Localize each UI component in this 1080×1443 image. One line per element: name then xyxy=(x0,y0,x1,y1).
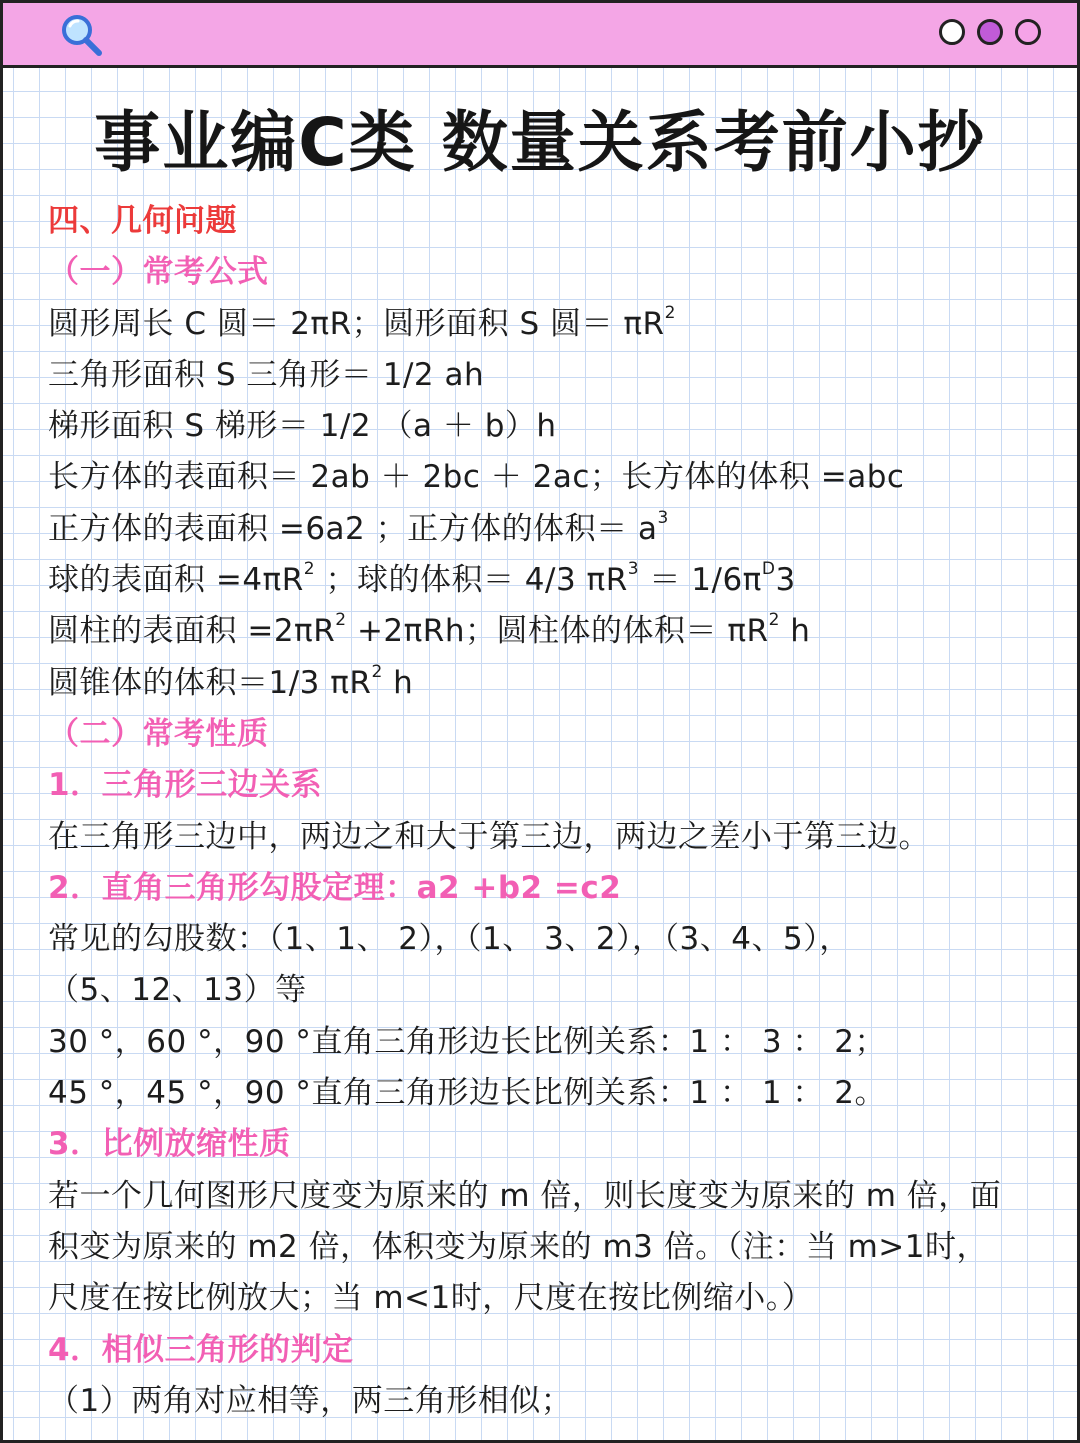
formula-cuboid: 长方体的表面积＝ 2ab ＋ 2bc ＋ 2ac；长方体的体积 =abc xyxy=(48,459,905,496)
formula-sphere: 球的表面积 $=4\pi R^2$ ；球的体积＝ 4/3 $\pi R^3 = 1/6\pi^D3$ xyxy=(48,559,796,599)
window-dots xyxy=(939,19,1041,45)
property-heading: 3．比例放缩性质 xyxy=(48,1126,291,1163)
formula-triangle: 三角形面积 S 三角形＝ 1/2 ah xyxy=(48,356,485,393)
subsection-heading: （一）常考公式 xyxy=(48,254,269,291)
property-heading: 4．相似三角形的判定 xyxy=(48,1331,354,1368)
formula-circle: 圆形周长 C 圆＝ 2πR；圆形面积 S 圆＝ $\pi R^2$ xyxy=(48,302,676,342)
property-text: 30 °，60 °，90 °直角三角形边长比例关系：1 ： 3 ： 2； xyxy=(48,1023,886,1060)
property-text: （5、12、13）等 xyxy=(48,972,307,1009)
property-text: 若一个几何图形尺度变为原来的 m 倍，则长度变为原来的 m 倍，面 xyxy=(48,1177,1002,1214)
subsection-heading: （二）常考性质 xyxy=(48,715,269,752)
property-text: 尺度在按比例放大；当 m<1时，尺度在按比例缩小。） xyxy=(48,1280,814,1317)
formula-cone: 圆锥体的体积＝1/3 $\pi R^2$ h xyxy=(48,661,414,701)
white-dot xyxy=(939,19,965,45)
property-text: 45 °，45 °，90 °直角三角形边长比例关系：1 ： 1 ： 2。 xyxy=(48,1075,886,1112)
property-text: 在三角形三边中，两边之和大于第三边，两边之差小于第三边。 xyxy=(48,818,930,855)
formula-cylinder: 圆柱的表面积 $=2\pi R^2 +2\pi Rh$；圆柱体的体积＝ $\pi R^2$ h xyxy=(48,610,811,650)
formula-trapezoid: 梯形面积 S 梯形＝ 1/2 （a ＋ b）h xyxy=(48,408,557,445)
property-heading: 1．三角形三边关系 xyxy=(48,767,323,804)
property-text: （1）两角对应相等，两三角形相似； xyxy=(48,1382,573,1419)
purple-dot xyxy=(977,19,1003,45)
pink-dot xyxy=(1015,19,1041,45)
magnifier-icon xyxy=(57,11,105,59)
top-bar xyxy=(3,3,1077,68)
property-text: 积变为原来的 m2 倍，体积变为原来的 m3 倍。（注：当 m>1时， xyxy=(48,1228,989,1265)
notes-content xyxy=(48,196,1037,1427)
property-heading: 2．直角三角形勾股定理：a2 +b2 =c2 xyxy=(48,869,622,906)
property-text: 常见的勾股数：（1、1、 2），（1、 3、2），（3、4、5）， xyxy=(48,921,851,958)
section-heading: 四、几何问题 xyxy=(48,203,237,239)
page-title: 事业编C类 数量关系考前小抄 xyxy=(94,104,986,181)
formula-cube: 正方体的表面积 =6a2 ；正方体的体积＝ $a^3$ xyxy=(48,507,669,547)
